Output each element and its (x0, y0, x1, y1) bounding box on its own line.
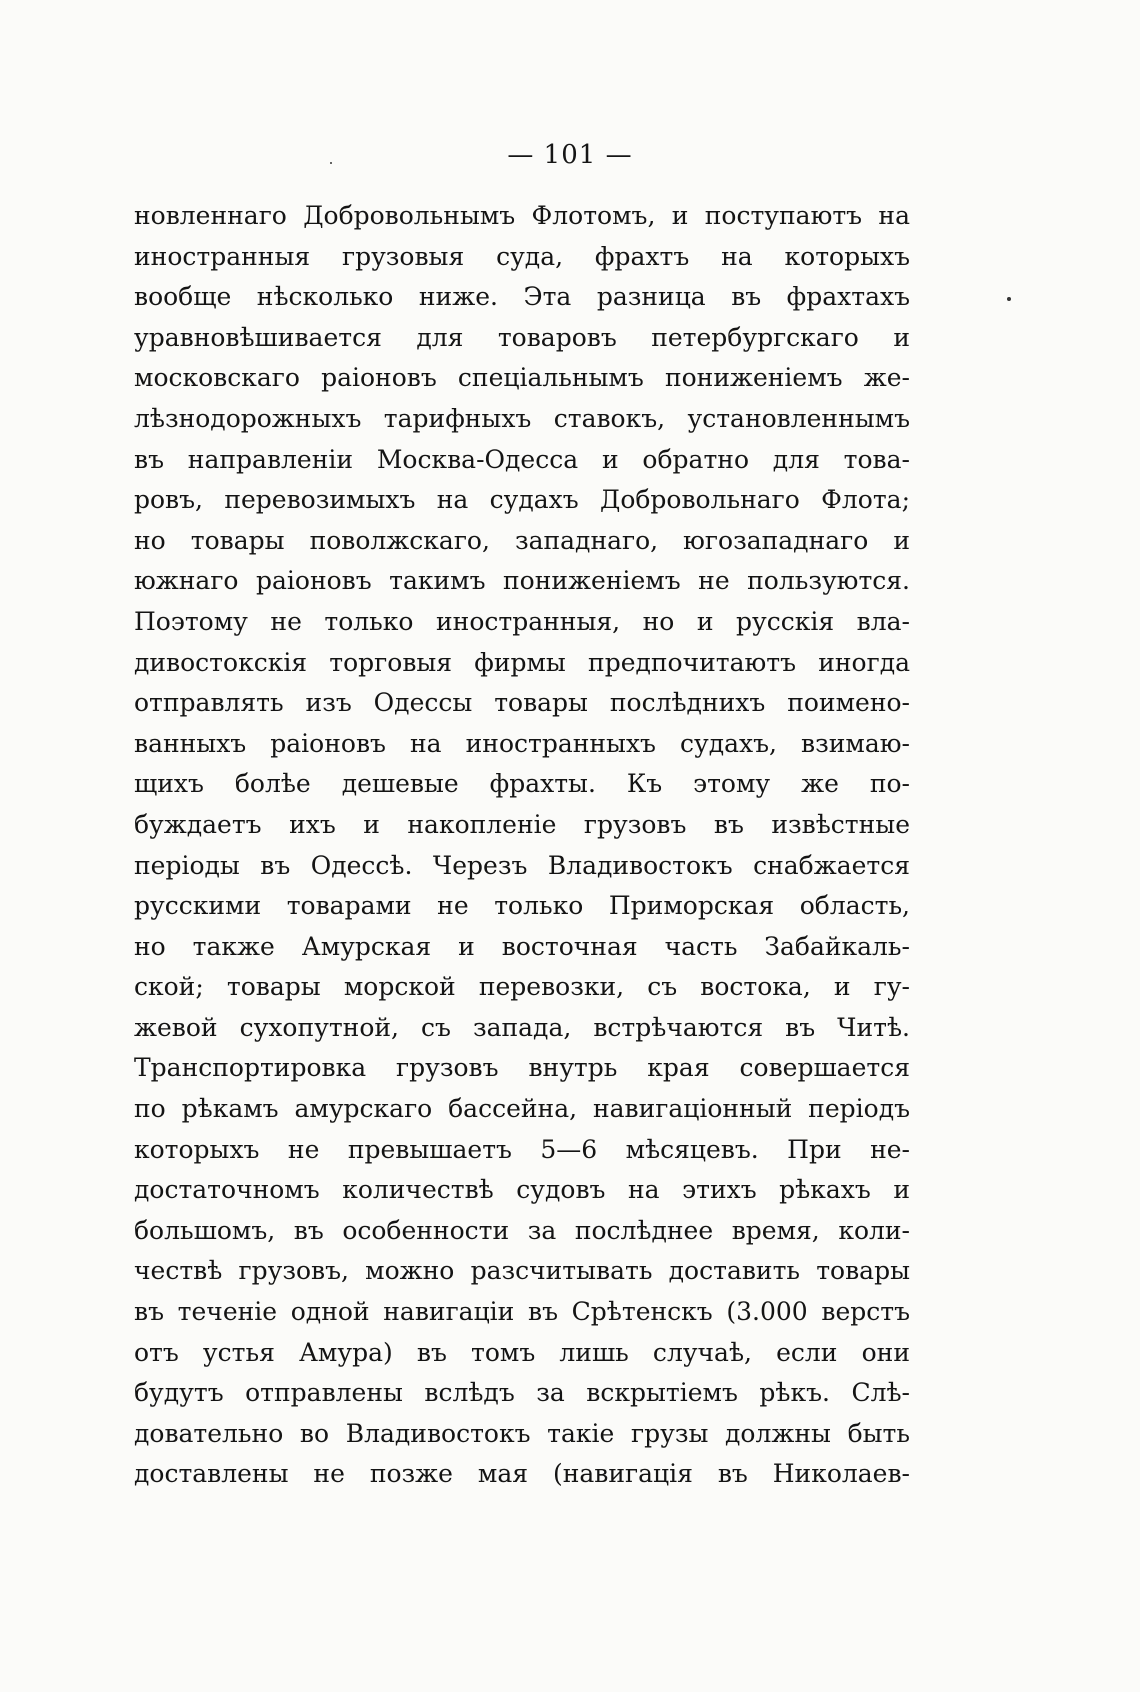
text-line: періоды въ Одессѣ. Черезъ Владивостокъ снабжается (134, 850, 910, 880)
text-line: ской; товары морской перевозки, съ востока, и гу- (134, 972, 910, 1002)
text-line: Транспортировка грузовъ внутрь края совершается (134, 1053, 910, 1083)
text-line: дивостокскія торговыя фирмы предпочитаютъ иногда (134, 647, 910, 677)
text-line: отъ устья Амура) въ томъ лишь случаѣ, если они (134, 1337, 910, 1367)
text-line: довательно во Владивостокъ такіе грузы должны быть (134, 1418, 910, 1448)
text-line: Поэтому не только иностранныя, но и русскія вла- (134, 606, 910, 636)
text-line: щихъ болѣе дешевые фрахты. Къ этому же по- (134, 769, 910, 799)
text-line: московскаго раіоновъ спеціальнымъ пониженіемъ же- (134, 363, 910, 393)
text-line: чествѣ грузовъ, можно разсчитывать доставить товары (134, 1256, 910, 1286)
text-line: доставлены не позже мая (навигація въ Николаев- (134, 1459, 910, 1489)
text-line: въ теченіе одной навигаціи въ Срѣтенскъ (3.000 верстъ (134, 1297, 910, 1327)
text-line: достаточномъ количествѣ судовъ на этихъ рѣкахъ и (134, 1175, 910, 1205)
text-line: въ направленіи Москва-Одесса и обратно для това- (134, 444, 910, 474)
text-line: уравновѣшивается для товаровъ петербургскаго и (134, 322, 910, 352)
text-line: новленнаго Добровольнымъ Флотомъ, и поступаютъ на (134, 201, 910, 230)
text-line: отправлять изъ Одессы товары послѣднихъ поимено- (134, 688, 910, 718)
text-line: русскими товарами не только Приморская область, (134, 891, 910, 921)
text-line: ванныхъ раіоновъ на иностранныхъ судахъ, взимаю- (134, 728, 910, 758)
text-line: ровъ, перевозимыхъ на судахъ Добровольнаго Флота; (134, 485, 910, 515)
print-speck (1007, 297, 1011, 301)
text-line: но товары поволжскаго, западнаго, югозападнаго и (134, 525, 910, 555)
text-line: жевой сухопутной, съ запада, встрѣчаются въ Читѣ. (134, 1012, 910, 1042)
text-line: по рѣкамъ амурскаго бассейна, навигаціонный періодъ (134, 1094, 910, 1124)
text-line: большомъ, въ особенности за послѣднее время, коли- (134, 1215, 910, 1245)
text-line: иностранныя грузовыя суда, фрахтъ на которыхъ (134, 241, 910, 271)
text-line: которыхъ не превышаетъ 5—6 мѣсяцевъ. При не- (134, 1134, 910, 1164)
text-line: будутъ отправлены вслѣдъ за вскрытіемъ рѣкъ. Слѣ- (134, 1378, 910, 1408)
text-line: южнаго раіоновъ такимъ пониженіемъ не пользуются. (134, 566, 910, 596)
print-speck (330, 162, 332, 164)
text-line: но также Амурская и восточная часть Забайкаль- (134, 931, 910, 961)
text-line: лѣзнодорожныхъ тарифныхъ ставокъ, установленнымъ (134, 403, 910, 433)
body-text (134, 196, 910, 1495)
page-number: — 101 — (507, 140, 633, 170)
text-line: буждаетъ ихъ и накопленіе грузовъ въ извѣстные (134, 809, 910, 839)
text-line: вообще нѣсколько ниже. Эта разница въ фрахтахъ (134, 282, 910, 312)
